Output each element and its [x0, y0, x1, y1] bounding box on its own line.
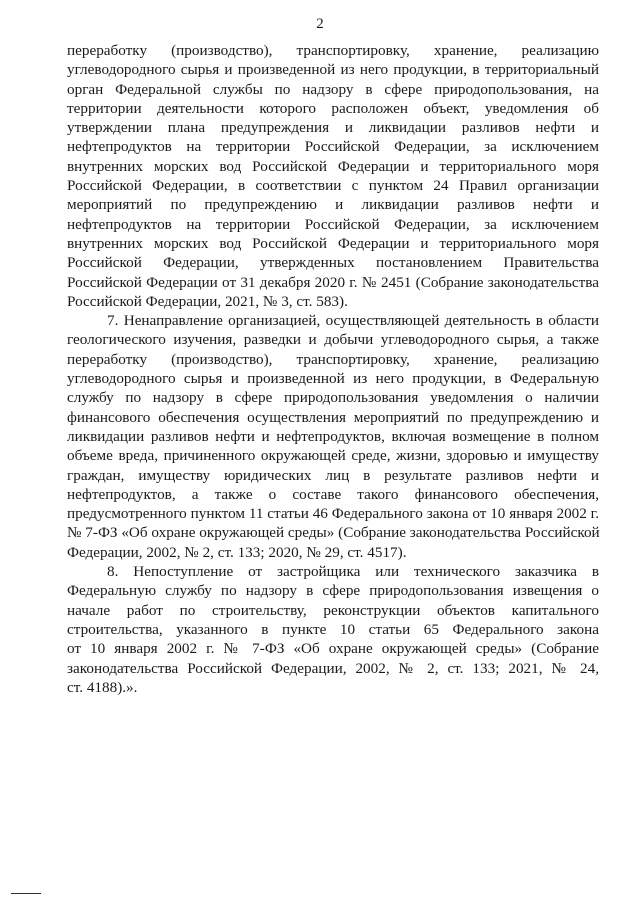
text-line: финансового обеспечения осуществления мероприятий по предупреждению и [67, 408, 599, 426]
text-line: утверждении плана предупреждения и ликвидации разливов нефти и [67, 119, 599, 137]
text-line: предусмотренного пунктом 11 статьи 46 Федерального закона от 10 января 2002 г. [67, 505, 599, 523]
text-line: № 7-ФЗ «Об охране окружающей среды» (Собрание законодательства Российской [67, 524, 600, 542]
text-line: ликвидации разливов нефти и нефтепродуктов, включая возмещение в полном [67, 427, 599, 445]
text-line: геологического изучения, разведки и добычи углеводородного сырья, а также [67, 331, 599, 349]
text-line: 7. Ненаправление организацией, осуществляющей деятельность в области [107, 312, 599, 330]
page-number: 2 [316, 16, 324, 32]
text-line: объеме вреда, причиненного окружающей среде, жизни, здоровью и имуществу [67, 447, 599, 465]
text-line: Российской Федерации, в соответствии с пунктом 24 Правил организации [67, 177, 599, 195]
text-line: углеводородного сырья и произведенной из него продукции, в Федеральную [67, 370, 599, 388]
text-line: Российской Федерации, 2021, № 3, ст. 583). [67, 292, 348, 310]
text-line: Российской Федерации, утвержденных постановлением Правительства [67, 254, 599, 272]
text-line: от 10 января 2002 г. № 7-ФЗ «Об охране окружающей среды» (Собрание [67, 640, 599, 658]
text-line: законодательства Российской Федерации, 2002, № 2, ст. 133; 2021, № 24, [67, 659, 599, 677]
text-line: территории деятельности которого расположен объект, уведомления об [67, 99, 599, 117]
text-line: переработку (производство), транспортировку, хранение, реализацию [67, 350, 599, 368]
text-line: мероприятий по предупреждению и ликвидации разливов нефти и [67, 196, 599, 214]
paragraph-8 [67, 562, 599, 697]
text-line: переработку (производство), транспортировку, хранение, реализацию [67, 42, 599, 59]
text-line: нефтепродуктов на территории Российской Федерации, за исключением [67, 138, 599, 156]
text-line: внутренних морских вод Российской Федерации и территориального моря [67, 234, 599, 252]
text-line: Федерации, 2002, № 2, ст. 133; 2020, № 29, ст. 4517). [67, 543, 407, 561]
text-line: нефтепродуктов на территории Российской Федерации, за исключением [67, 215, 599, 233]
text-line: строительства, указанного в пункте 10 статьи 65 Федерального закона [67, 620, 599, 638]
text-line: начале работ по строительству, реконструкции объектов капитального [67, 601, 599, 619]
text-line: нефтепродуктов, а также о составе такого финансового обеспечения, [67, 485, 599, 503]
text-line: 8. Непоступление от застройщика или технического заказчика в [107, 563, 599, 581]
text-line: службу по надзору в сфере природопользования уведомления о наличии [67, 389, 599, 407]
text-line: ст. 4188).». [67, 678, 138, 696]
text-line: граждан, имуществу юридических лиц в результате разливов нефти и [67, 466, 599, 484]
paragraph-7 [67, 311, 599, 562]
paragraph-continuation [67, 41, 599, 311]
text-line: Федеральную службу по надзору в сфере природопользования извещения о [67, 582, 599, 600]
document-body [67, 41, 599, 697]
footer-rule [11, 893, 41, 894]
text-line: Российской Федерации от 31 декабря 2020 г. № 2451 (Собрание законодательства [67, 273, 599, 291]
text-line: углеводородного сырья и произведенной из него продукции, в территориальный [67, 61, 599, 79]
text-line: орган Федеральной службы по надзору в сфере природопользования, на [67, 80, 599, 98]
text-line: внутренних морских вод Российской Федерации и территориального моря [67, 157, 599, 175]
